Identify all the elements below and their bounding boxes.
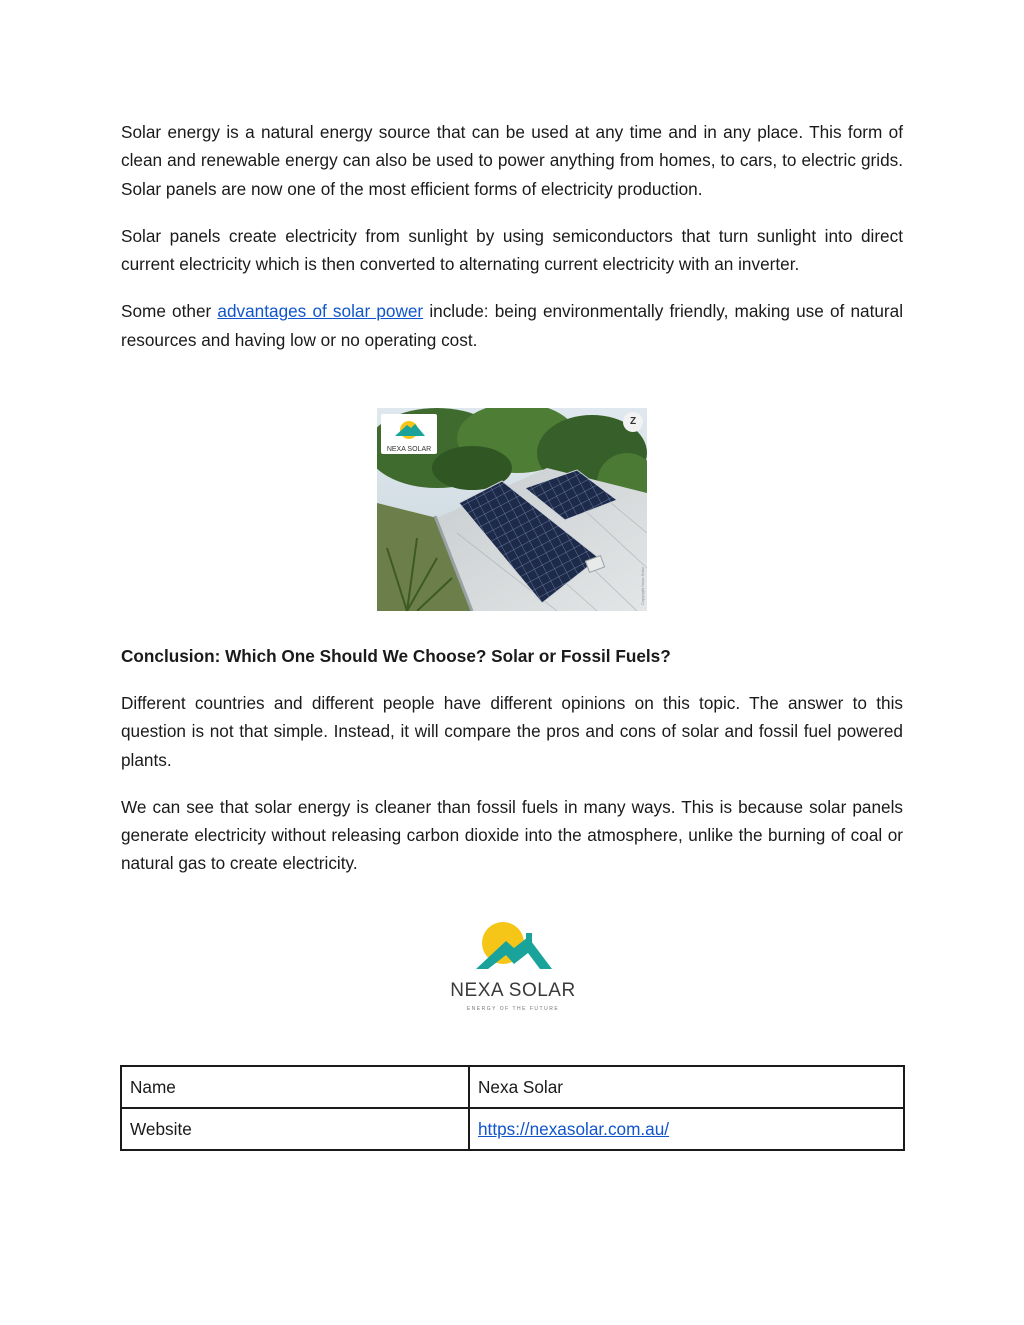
paragraph-intro: Solar energy is a natural energy source that can be used at any time and in any place. This form of clean and renewable energy can also be used to power anything from homes, to cars, to electric grids. Solar panels are now one of the most efficient forms of electricity production.	[121, 122, 903, 199]
nexa-solar-logo	[448, 915, 578, 1010]
conclusion-paragraph-opinions: Different countries and different people have different opinions on this topic. The answer to this question is not that simple. Instead, it will compare the pros and cons of solar and fossil fuel powered plants.	[121, 693, 903, 770]
website-link[interactable]: https://nexasolar.com.au/	[478, 1118, 670, 1139]
photo-logo-overlay	[381, 414, 437, 454]
table-row	[121, 1108, 904, 1150]
photo-logo-text: NEXA SOLAR	[386, 446, 432, 453]
paragraph-advantages-after: include: being environmentally friendly, making use of natural resources and having low or no operating cost.	[121, 301, 904, 350]
photo-credit: Copyright Nexa Solar	[640, 566, 645, 605]
sun-house-icon	[448, 915, 578, 973]
conclusion-section	[121, 642, 903, 897]
paragraph-how-panels-work: Solar panels create electricity from sunlight by using semiconductors that turn sunlight into direct current electricity which is then converted to alternating current electricity with an inverter.	[121, 225, 903, 275]
document-body	[121, 118, 903, 373]
table-row	[121, 1066, 904, 1108]
table-cell-label: Name	[121, 1066, 469, 1108]
logo-name: NEXA SOLAR	[450, 980, 576, 1001]
logo-tagline: ENERGY OF THE FUTURE	[466, 1006, 560, 1012]
paragraph-advantages-before: Some other	[121, 301, 218, 322]
company-info-table	[120, 1065, 905, 1151]
table-cell-label: Website	[121, 1108, 469, 1150]
conclusion-heading: Conclusion: Which One Should We Choose? Solar or Fossil Fuels?	[121, 646, 671, 666]
solar-roof-photo	[377, 408, 647, 611]
photo-badge-icon: Z	[623, 412, 643, 432]
table-cell-value: Nexa Solar	[469, 1066, 904, 1108]
table-cell-value	[469, 1108, 904, 1150]
conclusion-paragraph-cleaner: We can see that solar energy is cleaner than fossil fuels in many ways. This is because solar panels generate electricity without releasing carbon dioxide into the atmosphere, unlike the burning of coal or natural gas to create electricity.	[121, 796, 903, 874]
advantages-link[interactable]: advantages of solar power	[217, 301, 424, 322]
paragraph-advantages	[121, 297, 903, 354]
